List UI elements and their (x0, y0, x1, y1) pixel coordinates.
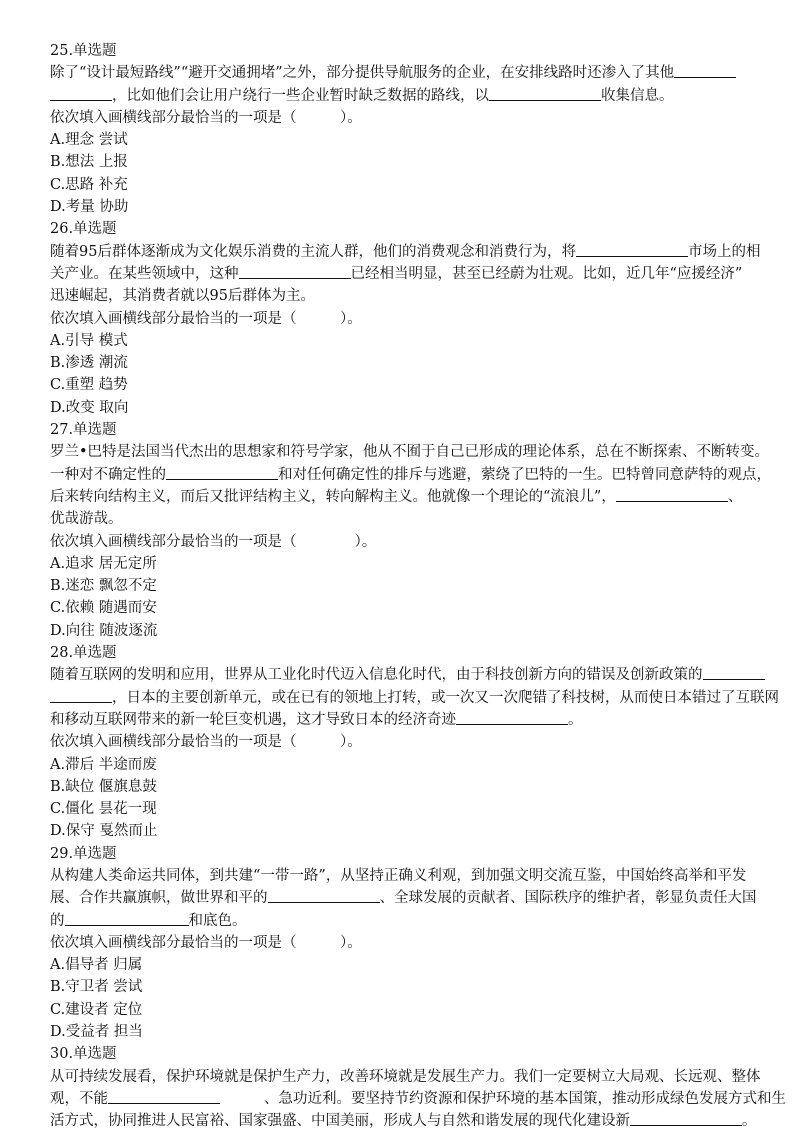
answer-blank (489, 86, 601, 101)
question-30 (50, 1043, 786, 1132)
option-a[interactable]: A.滞后 半途而废 (50, 756, 157, 773)
option-b[interactable]: B.渗透 潮流 (50, 355, 128, 372)
question-number: 25.单选题 (50, 43, 117, 59)
question-number: 29.单选题 (50, 845, 117, 862)
question-25 (50, 40, 760, 218)
answer-blank (50, 688, 112, 703)
option-b[interactable]: B.想法 上报 (50, 154, 128, 171)
question-stem: 迅速崛起，其消费者就以95后群体为主。 (50, 288, 315, 305)
option-b[interactable]: B.缺位 偃旗息鼓 (50, 778, 157, 795)
question-number: 28.单选题 (50, 645, 117, 662)
question-stem: 观，不能 、急功近利。要坚持节约资源和保护环境的基本国策，推动形成绿色发展方式和生 (50, 1090, 786, 1107)
question-number: 30.单选题 (50, 1046, 117, 1063)
question-stem: 除了“设计最短路线”“避开交通拥堵”之外，部分提供导航服务的企业，在安排线路时还渗入了其他 (50, 62, 760, 84)
answer-blank (576, 242, 688, 257)
question-27 (50, 419, 771, 642)
option-d[interactable]: D.改变 取向 (50, 399, 129, 416)
question-prompt: 依次填入画横线部分最恰当的一项是（ ）。 (50, 109, 362, 126)
question-29 (50, 843, 760, 1044)
question-stem: 罗兰•巴特是法国当代杰出的思想家和符号学家，他从不囿于自己已形成的理论体系，总在不断探索、不断转变。 (50, 444, 770, 461)
answer-blank (268, 888, 380, 903)
option-c[interactable]: C.建设者 定位 (50, 1001, 143, 1018)
question-stem: ，比如他们会让用户绕行一些企业暂时缺乏数据的路线，以 收集信息。 (50, 85, 760, 107)
answer-blank (674, 63, 736, 78)
answer-blank (108, 1089, 220, 1104)
question-stem: 一种对不确定性的 和对任何确定性的排斥与逃避，萦绕了巴特的一生。巴特曾同意萨特的观点， (50, 466, 771, 483)
question-number: 26.单选题 (50, 221, 117, 238)
question-stem: 随着95后群体逐渐成为文化娱乐消费的主流人群，他们的消费观念和消费行为，将 市场上的相 (50, 243, 761, 260)
answer-blank (239, 264, 351, 279)
option-d[interactable]: D.受益者 担当 (50, 1024, 143, 1041)
answer-blank (703, 665, 765, 680)
question-26 (50, 218, 760, 419)
question-stem: 的 和底色。 (50, 912, 247, 929)
question-stem: 活方式，协同推进人民富裕、国家强盛、中国美丽，形成人与自然和谐发展的现代化建设新 。 (50, 1113, 757, 1130)
option-a[interactable]: A.理念 尝试 (50, 132, 128, 149)
question-stem: ，日本的主要创新单元，或在已有的领地上打转，或一次又一次爬错了科技树，从而使日本错过了互联网 (50, 687, 760, 709)
question-stem: 随着互联网的发明和应用，世界从工业化时代迈入信息化时代，由于科技创新方向的错误及创新政策的 (50, 664, 760, 686)
option-c[interactable]: C.重塑 趋势 (50, 377, 128, 394)
answer-blank (65, 911, 189, 926)
option-d[interactable]: D.向往 随波逐流 (50, 622, 158, 639)
question-stem: 从构建人类命运共同体，到共建“一带一路”，从坚持正确义利观，到加强文明交流互鉴，中国始终高举和平发 (50, 867, 747, 884)
question-page (50, 40, 786, 1133)
question-stem: 从可持续发展看，保护环境就是保护生产力，改善环境就是发展生产力。我们一定要树立大局观、长远观、整体 (50, 1068, 761, 1085)
question-stem: 和移动互联网带来的新一轮巨变机遇，这才导致日本的经济奇迹 。 (50, 711, 583, 728)
question-number: 27.单选题 (50, 422, 117, 439)
option-c[interactable]: C.思路 补充 (50, 176, 128, 193)
question-stem: 关产业。在某些领域中，这种 已经相当明显，甚至已经蔚为壮观。比如，近几年“应援经济” (50, 265, 743, 282)
option-c[interactable]: C.依赖 随遇而安 (50, 600, 157, 617)
question-prompt: 依次填入画横线部分最恰当的一项是（ ）。 (50, 533, 377, 550)
option-d[interactable]: D.保守 戛然而止 (50, 823, 158, 840)
option-a[interactable]: A.追求 居无定所 (50, 555, 157, 572)
answer-blank (456, 710, 568, 725)
question-stem: 后来转向结构主义，而后又批评结构主义，转向解构主义。他就像一个理论的“流浪儿”， 、 (50, 488, 743, 505)
option-a[interactable]: A.倡导者 归属 (50, 957, 143, 974)
option-b[interactable]: B.守卫者 尝试 (50, 979, 143, 996)
question-stem: 展、合作共赢旗帜，做世界和平的 、全球发展的贡献者、国际秩序的维护者，彰显负责任大国 (50, 890, 757, 907)
question-prompt: 依次填入画横线部分最恰当的一项是（ ）。 (50, 310, 362, 327)
answer-blank (630, 1111, 742, 1126)
option-c[interactable]: C.僵化 昙花一现 (50, 801, 157, 818)
option-b[interactable]: B.迷恋 飘忽不定 (50, 578, 157, 595)
question-prompt: 依次填入画横线部分最恰当的一项是（ ）。 (50, 734, 362, 751)
option-a[interactable]: A.引导 模式 (50, 332, 128, 349)
answer-blank (50, 86, 112, 101)
option-d[interactable]: D.考量 协助 (50, 199, 129, 216)
question-28 (50, 642, 779, 843)
answer-blank (166, 465, 278, 480)
question-prompt: 依次填入画横线部分最恰当的一项是（ ）。 (50, 934, 362, 951)
answer-blank (616, 487, 728, 502)
question-stem: 优哉游哉。 (50, 511, 123, 528)
